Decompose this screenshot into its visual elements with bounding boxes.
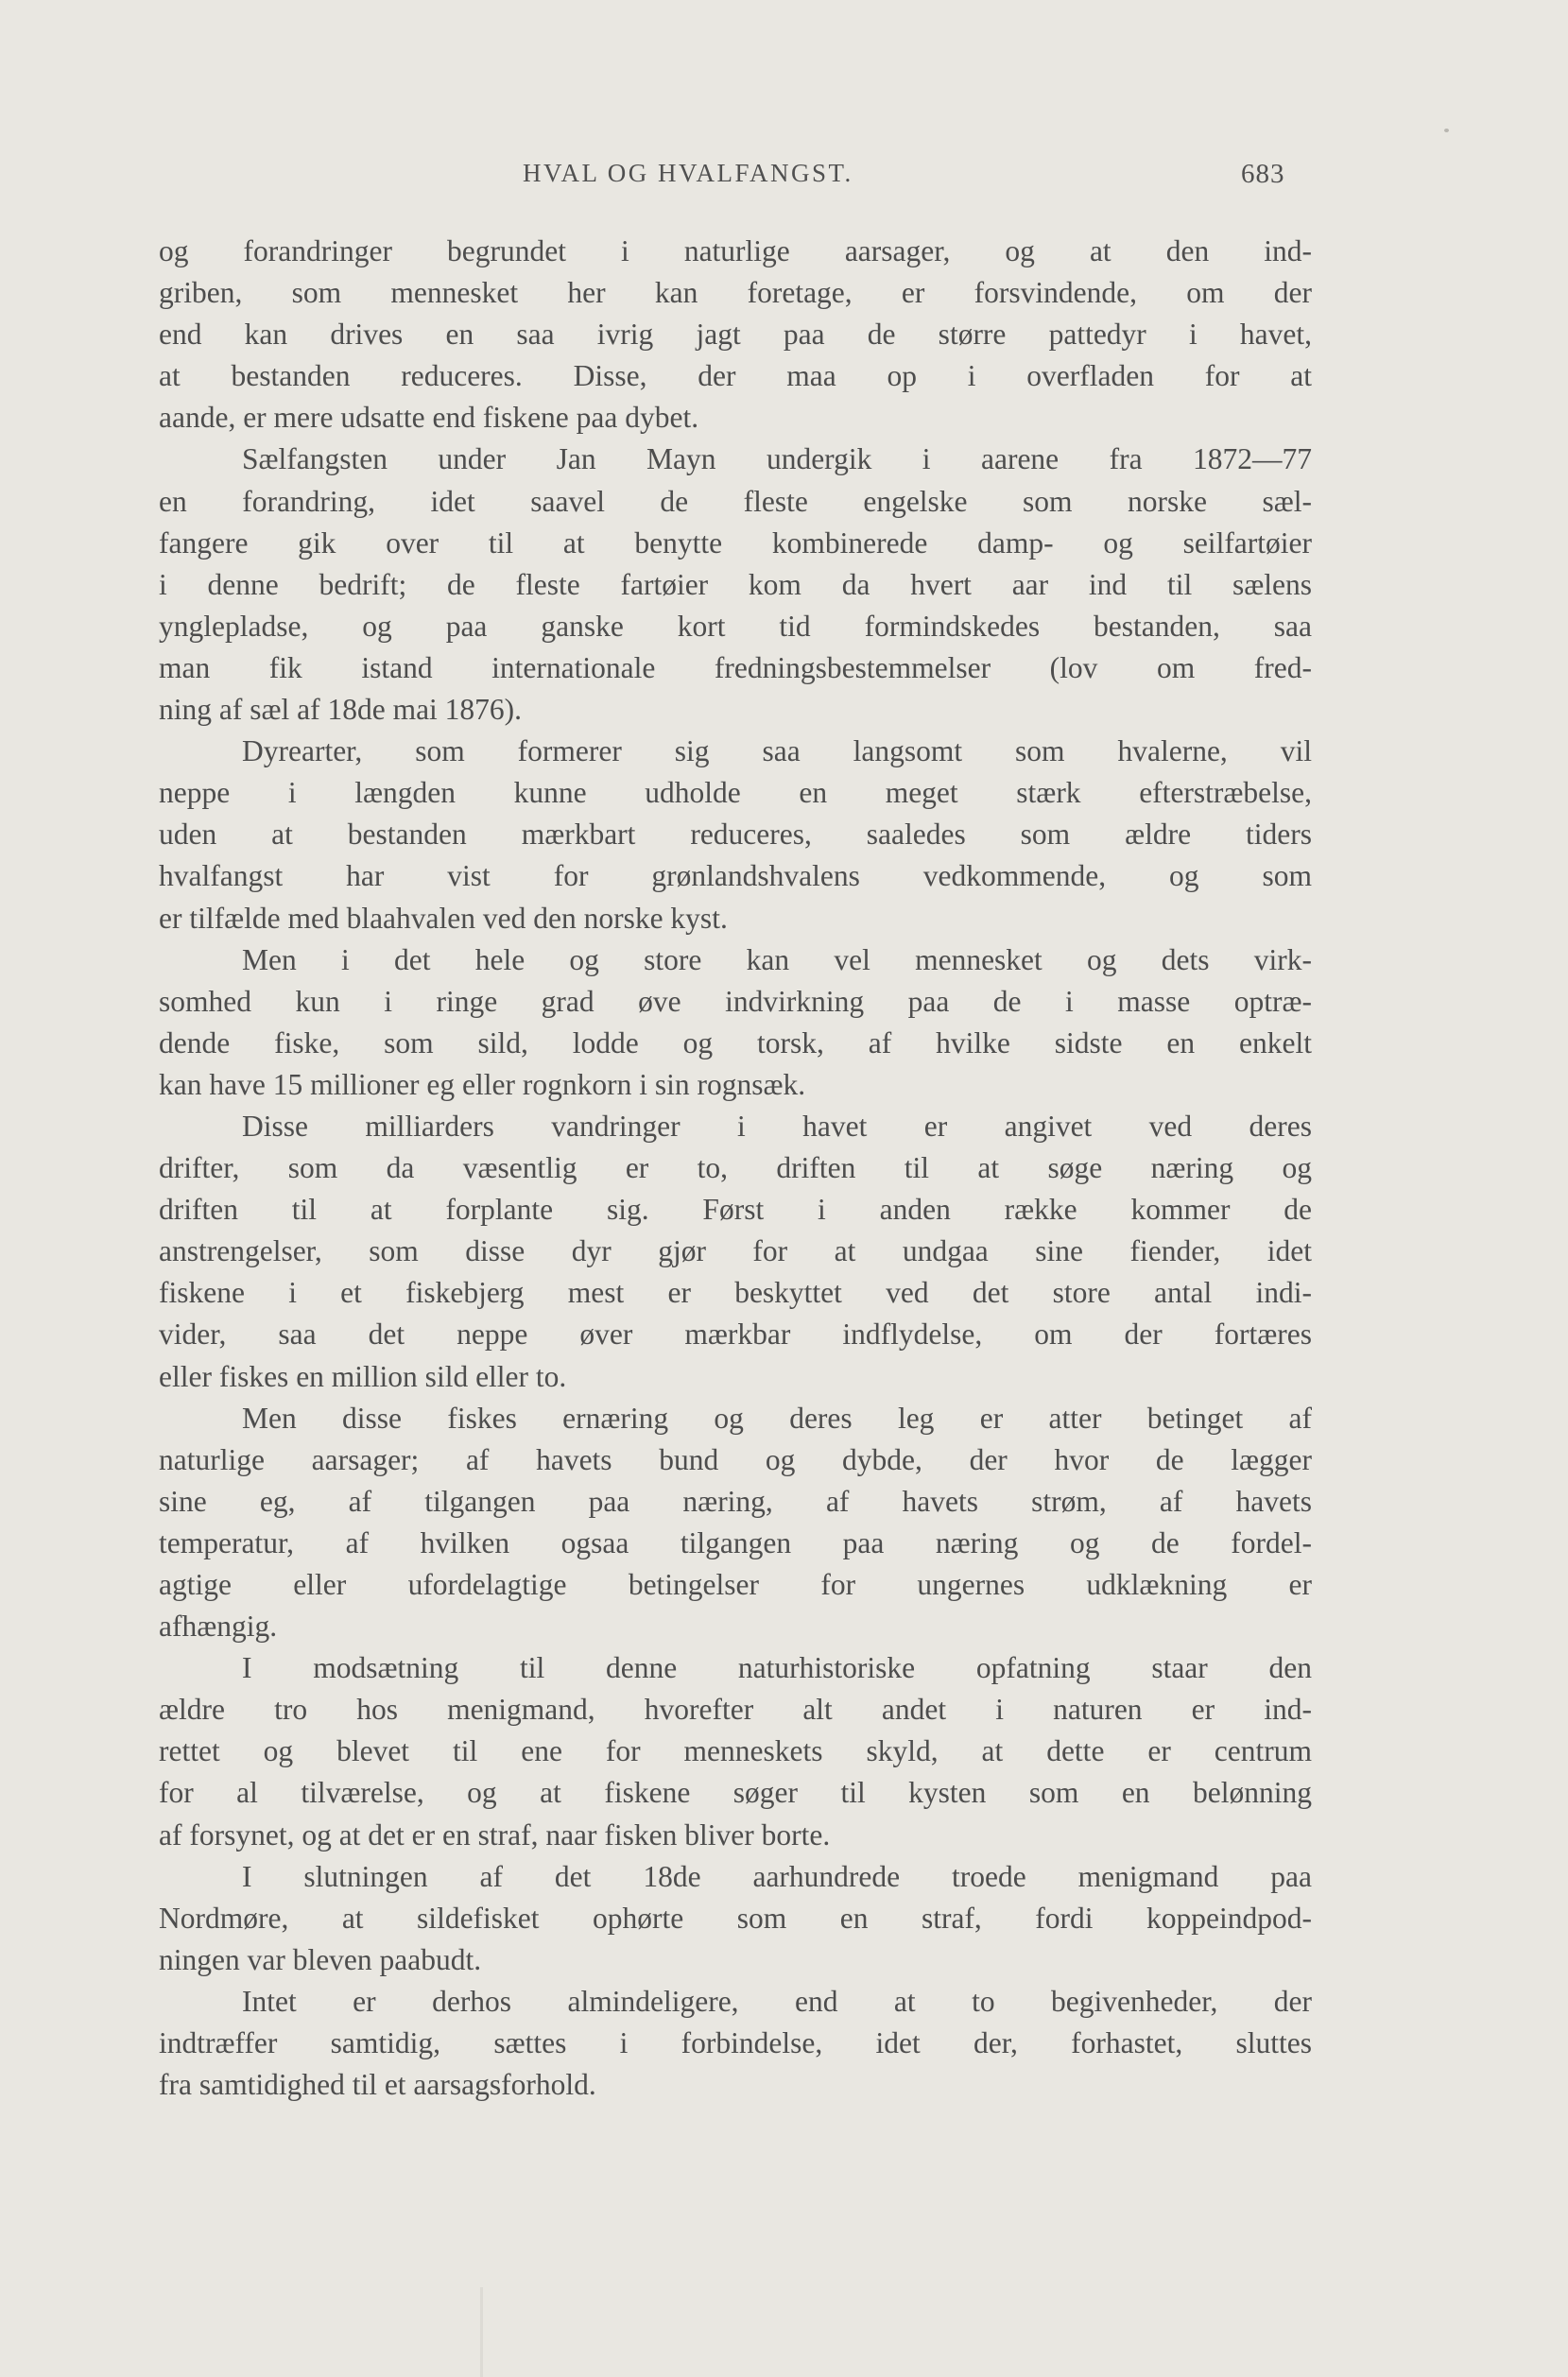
page-number: 683 [1241, 159, 1285, 189]
text-line: dende fiske, som sild, lodde og torsk, af hvilke sidste en enkelt [159, 1025, 1312, 1059]
text-line: Intet er derhos almindeligere, end at to begivenheder, der [242, 1984, 1312, 2018]
text-line: anstrengelser, som disse dyr gjør for at undgaa sine fiender, idet [159, 1234, 1312, 1268]
text-line: fra samtidighed til et aarsagsforhold. [159, 2068, 596, 2102]
text-line: end kan drives en saa ivrig jagt paa de større pattedyr i havet, [159, 318, 1312, 352]
text-line: vider, saa det neppe øver mærkbar indflydelse, om der fortæres [159, 1318, 1312, 1352]
text-line: uden at bestanden mærkbart reduceres, saaledes som ældre tiders [159, 818, 1312, 852]
text-line: indtræffer samtidig, sættes i forbindelse, idet der, forhastet, sluttes [159, 2026, 1312, 2060]
text-line: kan have 15 millioner eg eller rognkorn i sin rognsæk. [159, 1067, 806, 1101]
text-line: fangere gik over til at benytte kombinerede damp- og seilfartøier [159, 525, 1312, 560]
text-line: af forsynet, og at det er en straf, naar fisken bliver borte. [159, 1817, 831, 1852]
text-line: og forandringer begrundet i naturlige aarsager, og at den ind- [159, 234, 1312, 267]
text-line: en forandring, idet saavel de fleste engelske som norske sæl- [159, 484, 1312, 518]
text-line: hvalfangst har vist for grønlandshvalens vedkommende, og som [159, 859, 1312, 893]
paragraph [159, 231, 1312, 439]
text-line: Disse milliarders vandringer i havet er angivet ved deres [242, 1109, 1312, 1143]
paragraph [159, 731, 1312, 939]
paragraph [159, 439, 1312, 731]
text-line: er tilfælde med blaahvalen ved den norske kyst. [159, 901, 728, 935]
paragraph [159, 1647, 1312, 1855]
text-line: ningen var bleven paabudt. [159, 1942, 482, 1976]
text-line: Men disse fiskes ernæring og deres leg er atter betinget af [242, 1401, 1312, 1435]
page-fold-mark [480, 2287, 483, 2377]
text-line: Nordmøre, at sildefisket ophørte som en straf, fordi koppeindpod- [159, 1901, 1312, 1935]
text-line: ældre tro hos menigmand, hvorefter alt andet i naturen er ind- [159, 1693, 1312, 1727]
text-line: I modsætning til denne naturhistoriske opfatning staar den [242, 1651, 1312, 1685]
text-line: fiskene i et fiskebjerg mest er beskyttet ved det store antal indi- [159, 1276, 1312, 1310]
text-line: sine eg, af tilgangen paa næring, af havets strøm, af havets [159, 1484, 1312, 1518]
text-line: driften til at forplante sig. Først i anden række kommer de [159, 1193, 1312, 1227]
paragraph [159, 1981, 1312, 2106]
paper-speck [1444, 129, 1449, 132]
paragraph [159, 1106, 1312, 1398]
text-line: neppe i længden kunne udholde en meget stærk efterstræbelse, [159, 776, 1312, 810]
text-line: Men i det hele og store kan vel mennesket og dets virk- [242, 942, 1312, 976]
text-line: Sælfangsten under Jan Mayn undergik i aarene fra 1872—77 [242, 442, 1312, 476]
text-line: I slutningen af det 18de aarhundrede troede menigmand paa [242, 1859, 1312, 1893]
text-line: at bestanden reduceres. Disse, der maa op i overfladen for at [159, 359, 1312, 393]
text-line: rettet og blevet til ene for menneskets skyld, at dette er centrum [159, 1734, 1312, 1768]
text-line: i denne bedrift; de fleste fartøier kom da hvert aar ind til sælens [159, 567, 1312, 601]
text-line: ynglepladse, og paa ganske kort tid formindskedes bestanden, saa [159, 609, 1312, 643]
running-head [0, 159, 1568, 197]
paragraph [159, 939, 1312, 1106]
body-text [159, 231, 1312, 2106]
text-line: eller fiskes en million sild eller to. [159, 1359, 567, 1393]
text-line: afhængig. [159, 1610, 278, 1644]
text-line: Dyrearter, som formerer sig saa langsomt som hvalerne, vil [242, 734, 1312, 768]
paragraph [159, 1856, 1312, 1981]
text-line: ning af sæl af 18de mai 1876). [159, 693, 523, 727]
text-line: drifter, som da væsentlig er to, driften til at søge næring og [159, 1151, 1312, 1185]
text-line: griben, som mennesket her kan foretage, er forsvindende, om der [159, 276, 1312, 310]
paragraph [159, 1398, 1312, 1648]
text-line: temperatur, af hvilken ogsaa tilgangen paa næring og de fordel- [159, 1525, 1312, 1559]
running-title: HVAL OG HVALFANGST. [523, 159, 853, 187]
text-line: somhed kun i ringe grad øve indvirkning paa de i masse optræ- [159, 984, 1312, 1018]
text-line: agtige eller ufordelagtige betingelser for ungernes udklækning er [159, 1568, 1312, 1601]
text-line: for al tilværelse, og at fiskene søger til kysten som en belønning [159, 1776, 1312, 1810]
text-line: naturlige aarsager; af havets bund og dybde, der hvor de lægger [159, 1442, 1312, 1476]
text-line: aande, er mere udsatte end fiskene paa dybet. [159, 401, 699, 435]
text-line: man fik istand internationale fredningsbestemmelser (lov om fred- [159, 650, 1312, 684]
